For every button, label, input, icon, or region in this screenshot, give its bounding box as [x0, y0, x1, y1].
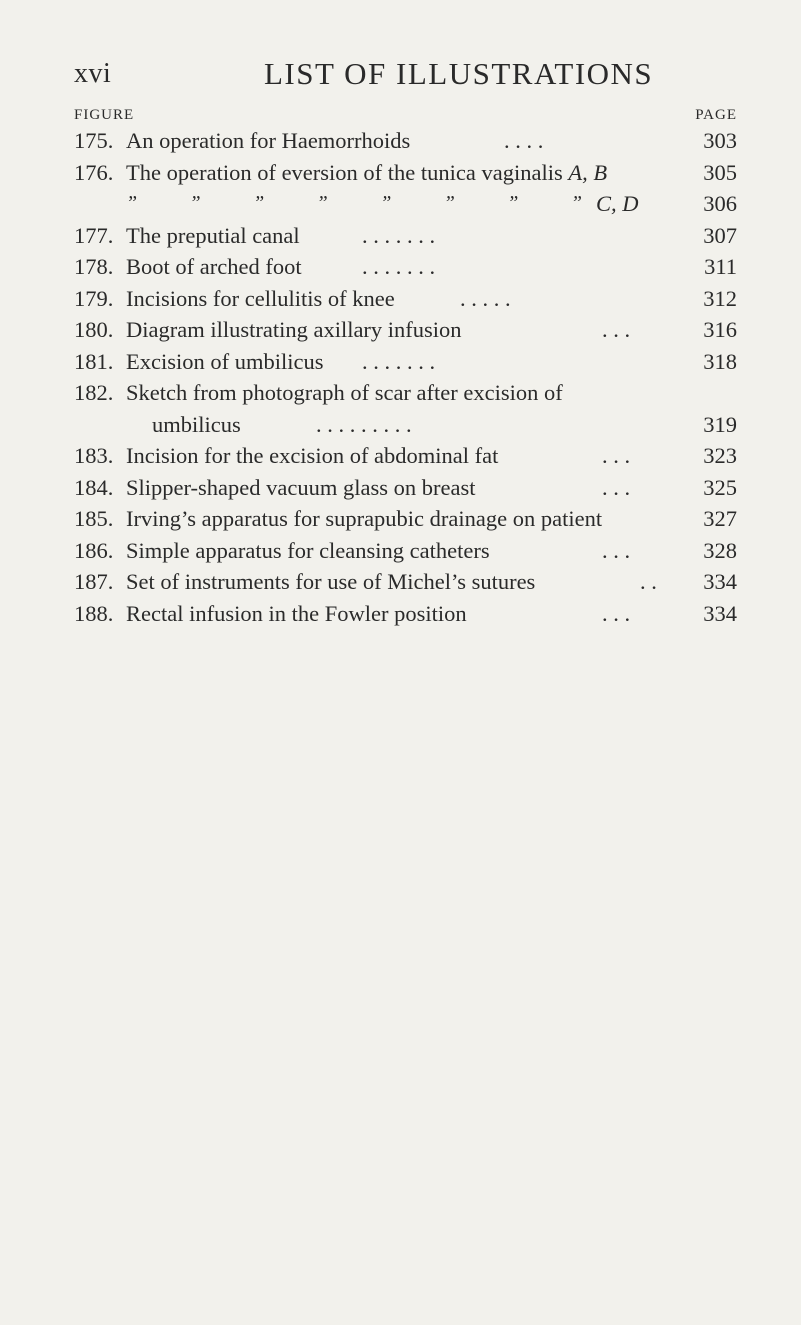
dot-leader: . . . . . . .: [362, 222, 436, 248]
list-item: [74, 566, 737, 598]
figure-subparts: C, D: [596, 191, 639, 216]
figure-title-continued: umbilicus: [152, 411, 241, 437]
dot-leader: . . .: [602, 443, 631, 468]
list-item: [74, 535, 737, 567]
page-number: 334: [703, 600, 737, 626]
figure-title: Irving’s apparatus for suprapubic drainage on patient: [126, 506, 603, 531]
figure-title: The preputial canal: [126, 222, 300, 248]
ditto-mark: ”: [126, 192, 138, 214]
list-item: [74, 314, 737, 346]
list-item: [74, 440, 737, 472]
figure-title-text: The operation of eversion of the tunica vaginalis: [126, 159, 563, 185]
dot-leader: . . .: [602, 474, 631, 500]
ditto-mark: ”: [507, 192, 519, 214]
list-item: [74, 346, 737, 378]
figure-title: Incision for the excision of abdominal fat: [126, 443, 499, 468]
page-number: 319: [703, 411, 737, 437]
dot-leader: . .: [640, 569, 657, 594]
dot-leader: . . . . . . .: [362, 254, 436, 279]
figure-number: 180.: [74, 317, 114, 342]
figure-number: 188.: [74, 600, 114, 626]
running-head: [74, 56, 734, 96]
figure-title: Set of instruments for use of Michel’s sutures: [126, 569, 536, 594]
list-item: [74, 472, 737, 504]
page-number: 328: [703, 537, 737, 563]
dot-leader: . . . .: [504, 128, 544, 153]
ditto-mark: ”: [316, 192, 328, 214]
page-number: 334: [703, 569, 737, 594]
figure-title: Simple apparatus for cleansing catheters: [126, 537, 490, 563]
figure-title: Incisions for cellulitis of knee: [126, 285, 395, 311]
figure-subparts: A, B: [568, 159, 608, 185]
page-number: 325: [703, 474, 737, 500]
figure-title: An operation for Haemorrhoids: [126, 128, 411, 153]
figure-number: 185.: [74, 506, 114, 531]
figure-title: Diagram illustrating axillary infusion: [126, 317, 462, 342]
ditto-mark: ”: [570, 192, 582, 214]
page-number: 306: [703, 191, 737, 216]
list-item: [74, 503, 737, 535]
figure-number: 178.: [74, 254, 114, 279]
dot-leader: . . .: [602, 537, 631, 563]
page-number: 312: [703, 285, 737, 311]
figure-column-heading: FIGURE: [74, 107, 135, 123]
page-number: 327: [703, 506, 737, 531]
figure-number: 183.: [74, 443, 114, 468]
list-item: [74, 598, 737, 630]
page-number: 303: [703, 128, 737, 153]
figure-number: 181.: [74, 348, 114, 374]
figure-number: 176.: [74, 159, 114, 185]
dot-leader: . . .: [602, 317, 631, 342]
page-number: 311: [704, 254, 737, 279]
dot-leader: . . . . . . .: [362, 348, 436, 374]
dot-leader: . . .: [602, 600, 631, 626]
list-item: [74, 188, 737, 220]
figure-title: [126, 157, 607, 189]
dot-leader: . . . . .: [460, 285, 511, 311]
list-item: [74, 409, 737, 441]
list-item: [74, 125, 737, 157]
list-item: [74, 283, 737, 315]
figure-number: 175.: [74, 128, 114, 153]
figure-number: 179.: [74, 285, 114, 311]
figure-title: Sketch from photograph of scar after excision of: [126, 380, 563, 405]
figure-number: 184.: [74, 474, 114, 500]
figure-title: Rectal infusion in the Fowler position: [126, 600, 467, 626]
ditto-mark: ”: [253, 192, 265, 214]
dot-leader: . . . . . . . . .: [316, 411, 412, 437]
figure-number: 182.: [74, 380, 114, 405]
list-item: [74, 157, 737, 189]
page-number: 307: [703, 222, 737, 248]
page-folio: xvi: [74, 58, 112, 89]
ditto-mark: ”: [189, 192, 201, 214]
page-number: 316: [703, 317, 737, 342]
list-item: [74, 220, 737, 252]
ditto-mark: ”: [443, 192, 455, 214]
ditto-mark: ”: [380, 192, 392, 214]
figure-title: Slipper-shaped vacuum glass on breast: [126, 474, 476, 500]
figure-title: Excision of umbilicus: [126, 348, 324, 374]
illustration-list: [74, 125, 737, 629]
list-item: [74, 251, 737, 283]
figure-title: Boot of arched foot: [126, 254, 302, 279]
page-number: 318: [703, 348, 737, 374]
page-column-heading: PAGE: [695, 107, 737, 123]
list-item: [74, 377, 737, 409]
ditto-marks: [126, 188, 582, 220]
page-title: LIST OF ILLUSTRATIONS: [264, 56, 654, 91]
page-number: 305: [703, 159, 737, 185]
figure-number: 177.: [74, 222, 114, 248]
figure-number: 187.: [74, 569, 114, 594]
figure-number: 186.: [74, 537, 114, 563]
page-number: 323: [703, 443, 737, 468]
